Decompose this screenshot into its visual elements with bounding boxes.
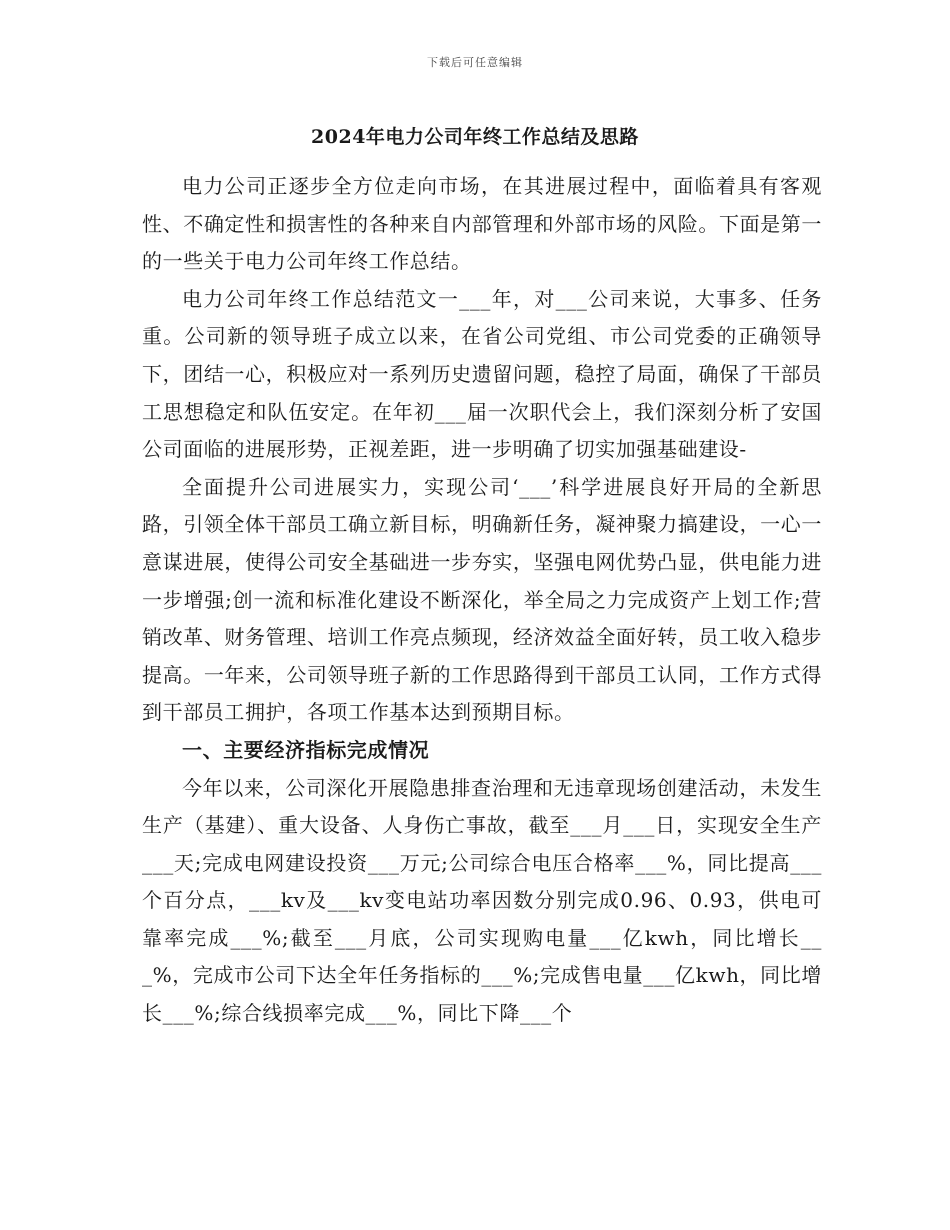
paragraph-summary-one: 电力公司年终工作总结范文一___年，对___公司来说，大事多、任务重。公司新的领导班子成立以来，在省公司党组、市公司党委的正确领导下，团结一心，积极应对一系列历史遗留问题，稳控了局面，确保了干部员工思想稳定和队伍安定。在年初___届一次职代会上，我们深刻分析了安国公司面临的进展形势，正视差距，进一步明确了切实加强基础建设- xyxy=(142,286,822,462)
page-header-note: 下载后可任意编辑 xyxy=(427,56,523,69)
paragraph-intro: 电力公司正逐步全方位走向市场，在其进展过程中，面临着具有客观性、不确定性和损害性的各种来自内部管理和外部市场的风险。下面是第一的一些关于电力公司年终工作总结。 xyxy=(142,174,822,274)
document-body xyxy=(142,168,822,1033)
paragraph-summary-two: 全面提升公司进展实力，实现公司‘___’科学进展良好开局的全新思路，引领全体干部员工确立新目标，明确新任务，凝神聚力搞建设，一心一意谋进展，使得公司安全基础进一步夯实，坚强电网优势凸显，供电能力进一步增强;创一流和标准化建设不断深化，举全局之力完成资产上划工作;营销改革、财务管理、培训工作亮点频现，经济效益全面好转，员工收入稳步提高。一年来，公司领导班子新的工作思路得到干部员工认同，工作方式得到干部员工拥护，各项工作基本达到预期目标。 xyxy=(142,474,822,725)
paragraph-indicators: 今年以来，公司深化开展隐患排查治理和无违章现场创建活动，未发生生产（基建）、重大设备、人身伤亡事故，截至___月___日，实现安全生产___天;完成电网建设投资___万元;公司综合电压合格率___%，同比提高___个百分点，___kv及___kv变电站功率因数分别完成0.96、0.93，供电可靠率完成___%;截至___月底，公司实现购电量___亿kwh，同比增长___%，完成市公司下达全年任务指标的___%;完成售电量___亿kwh，同比增长___%;综合线损率完成___%，同比下降___个 xyxy=(142,775,822,1026)
section-heading: 一、主要经济指标完成情况 xyxy=(182,737,430,762)
document-title: 2024年电力公司年终工作总结及思路 xyxy=(311,126,639,148)
